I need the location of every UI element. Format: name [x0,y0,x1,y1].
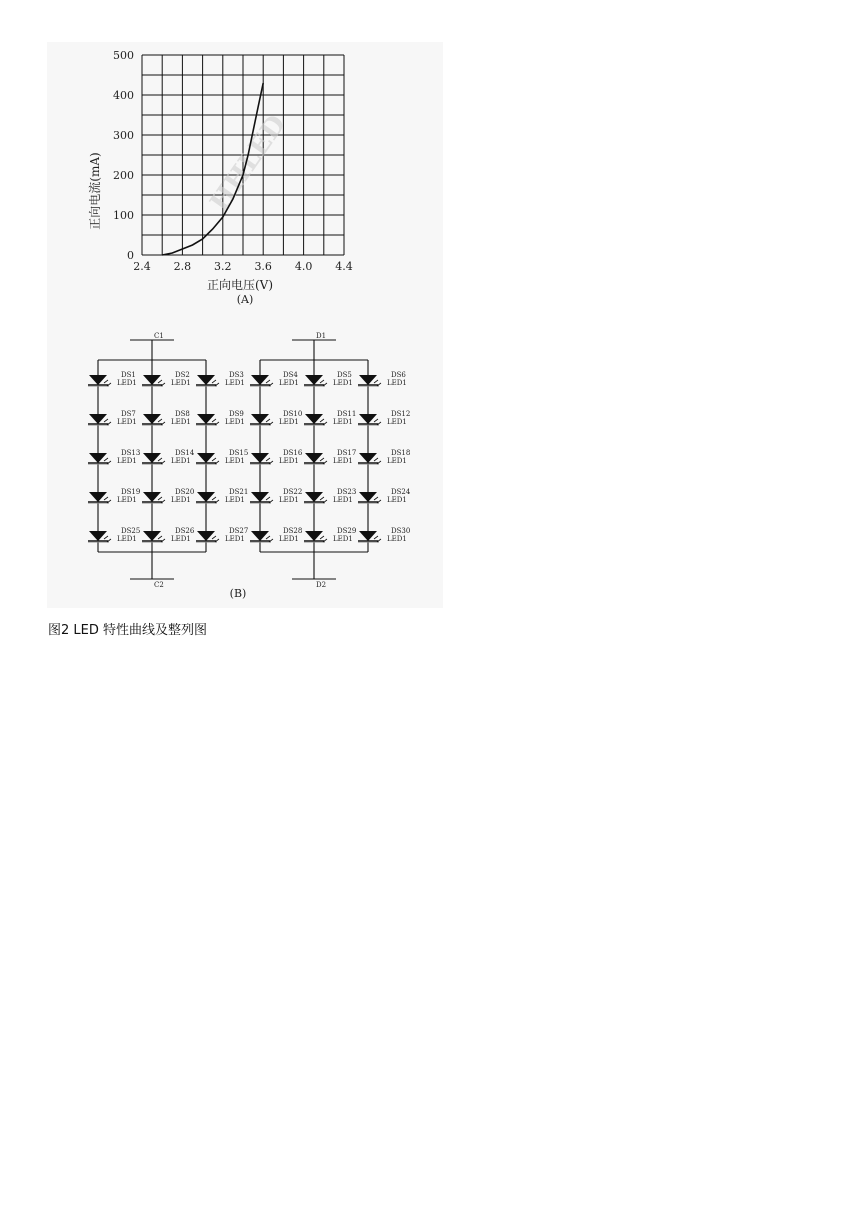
led-diode-icon [143,531,161,541]
led-part-label: LED1 [225,457,245,465]
led-diode-icon [197,492,215,502]
led-diode-icon [251,414,269,424]
y-tick-label: 300 [113,129,134,142]
led-designator: DS20 [175,488,195,496]
led-diode-icon [143,414,161,424]
led-part-label: LED1 [387,457,407,465]
led-part-label: LED1 [225,535,245,543]
led-designator: DS4 [283,371,298,379]
x-tick-label: 3.2 [214,260,232,273]
led-diode-icon [359,531,377,541]
led-designator: DS17 [337,449,357,457]
led-part-label: LED1 [387,496,407,504]
led-designator: DS10 [283,410,303,418]
led-diode-icon [305,453,323,463]
led-designator: DS11 [337,410,357,418]
led-diode-icon [359,414,377,424]
led-designator: DS5 [337,371,352,379]
led-part-label: LED1 [225,496,245,504]
led-diode-icon [89,531,107,541]
led-part-label: LED1 [333,535,353,543]
led-part-label: LED1 [279,457,299,465]
led-designator: DS29 [337,527,357,535]
led-designator: DS18 [391,449,411,457]
led-part-label: LED1 [279,418,299,426]
node-label-top: D1 [316,332,327,340]
led-part-label: LED1 [333,496,353,504]
y-tick-label: 400 [113,89,134,102]
led-designator: DS3 [229,371,244,379]
x-tick-label: 4.0 [294,260,313,273]
led-diode-icon [143,453,161,463]
led-diode-icon [251,453,269,463]
led-part-label: LED1 [171,379,191,387]
led-diode-icon [305,531,323,541]
led-designator: DS14 [175,449,195,457]
led-designator: DS15 [229,449,249,457]
led-designator: DS6 [391,371,406,379]
led-diode-icon [197,375,215,385]
figure-svg [47,42,443,608]
led-array-schematic [88,332,411,589]
led-diode-icon [251,375,269,385]
led-diode-icon [89,414,107,424]
x-tick-label: 2.8 [173,260,192,273]
led-diode-icon [359,375,377,385]
x-axis-label: 正向电压(V) [206,278,274,292]
y-axis-label: 正向电流(mA) [88,152,102,230]
led-part-label: LED1 [333,457,353,465]
node-label-bottom: C2 [154,581,164,589]
led-part-label: LED1 [279,379,299,387]
led-part-label: LED1 [279,535,299,543]
led-part-label: LED1 [117,496,137,504]
led-designator: DS9 [229,410,244,418]
led-designator: DS2 [175,371,190,379]
led-designator: DS21 [229,488,249,496]
led-diode-icon [143,375,161,385]
led-part-label: LED1 [117,379,137,387]
led-diode-icon [197,531,215,541]
led-designator: DS22 [283,488,303,496]
led-part-label: LED1 [171,418,191,426]
led-part-label: LED1 [171,457,191,465]
led-part-label: LED1 [117,418,137,426]
led-designator: DS12 [391,410,411,418]
led-diode-icon [359,492,377,502]
led-diode-icon [251,492,269,502]
x-tick-label: 4.4 [335,260,353,273]
panel-label-a: (A) [236,293,254,306]
led-part-label: LED1 [333,379,353,387]
led-part-label: LED1 [387,418,407,426]
led-designator: DS25 [121,527,141,535]
led-designator: DS30 [391,527,411,535]
led-designator: DS19 [121,488,141,496]
led-diode-icon [89,453,107,463]
watermark: HHLED [204,109,293,217]
led-diode-icon [251,531,269,541]
led-designator: DS16 [283,449,303,457]
led-designator: DS13 [121,449,141,457]
led-part-label: LED1 [171,496,191,504]
led-part-label: LED1 [171,535,191,543]
led-part-label: LED1 [117,457,137,465]
led-part-label: LED1 [225,379,245,387]
y-tick-label: 200 [113,169,134,182]
led-diode-icon [359,453,377,463]
led-part-label: LED1 [387,535,407,543]
panel-label-b: (B) [229,587,247,600]
led-diode-icon [197,414,215,424]
led-part-label: LED1 [279,496,299,504]
led-designator: DS23 [337,488,357,496]
led-designator: DS7 [121,410,136,418]
node-label-top: C1 [154,332,164,340]
led-designator: DS28 [283,527,303,535]
led-diode-icon [89,375,107,385]
led-diode-icon [89,492,107,502]
node-label-bottom: D2 [316,581,327,589]
led-part-label: LED1 [117,535,137,543]
led-designator: DS24 [391,488,411,496]
led-diode-icon [143,492,161,502]
led-designator: DS26 [175,527,195,535]
x-tick-label: 2.4 [133,260,151,273]
x-tick-label: 3.6 [254,260,272,273]
led-designator: DS27 [229,527,249,535]
y-tick-label: 100 [113,209,134,222]
led-designator: DS8 [175,410,190,418]
led-diode-icon [197,453,215,463]
y-tick-label: 500 [113,49,134,62]
led-diode-icon [305,414,323,424]
led-part-label: LED1 [387,379,407,387]
led-diode-icon [305,492,323,502]
led-designator: DS1 [121,371,136,379]
figure-caption: 图2 LED 特性曲线及整列图 [48,623,208,638]
led-diode-icon [305,375,323,385]
y-tick-label: 0 [127,249,134,262]
figure-panel [47,42,443,608]
led-part-label: LED1 [225,418,245,426]
led-part-label: LED1 [333,418,353,426]
